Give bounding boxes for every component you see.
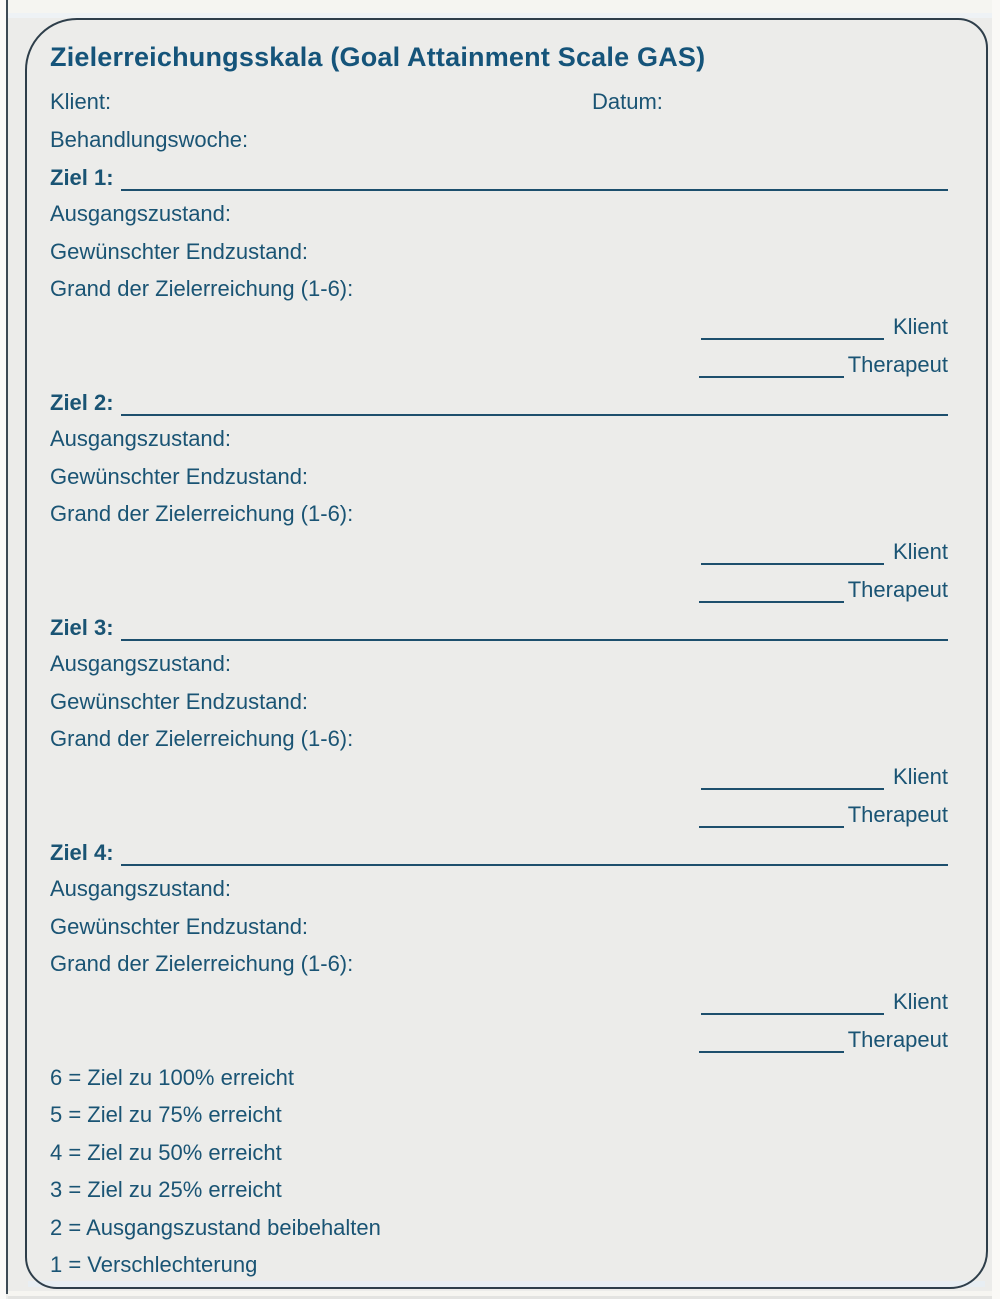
- scan-page-edge-line: [6, 0, 8, 1294]
- client-signature-line: [701, 315, 884, 340]
- desired-end-state-label: Gewünschter Endzustand:: [50, 914, 309, 939]
- scan-edge-top: [8, 0, 992, 13]
- client-signature-row: [50, 540, 948, 565]
- initial-state-label: Ausgangszustand:: [50, 651, 232, 676]
- goal-title-line: [121, 166, 948, 191]
- goal-heading: Ziel 3:: [50, 615, 114, 640]
- goal-attainment-label: Grand der Zielerreichung (1-6):: [50, 276, 354, 301]
- desired-end-state-label: Gewünschter Endzustand:: [50, 464, 309, 489]
- desired-end-state-label: Gewünschter Endzustand:: [50, 239, 309, 264]
- client-date-row: [50, 89, 948, 115]
- initial-state-row: [50, 202, 948, 227]
- initial-state-label: Ausgangszustand:: [50, 876, 232, 901]
- initial-state-row: [50, 427, 948, 452]
- desired-end-state-row: [50, 690, 948, 715]
- initial-state-row: [50, 877, 948, 902]
- initial-state-label: Ausgangszustand:: [50, 201, 232, 226]
- goal-attainment-row: [50, 502, 948, 527]
- goal-heading: Ziel 1:: [50, 165, 114, 190]
- client-signature-row: [50, 990, 948, 1015]
- client-signature-row: [50, 315, 948, 340]
- therapist-signature-row: [50, 578, 948, 603]
- therapist-signature-row: [50, 803, 948, 828]
- goal-section-3: [50, 616, 948, 841]
- desired-end-state-label: Gewünschter Endzustand:: [50, 689, 309, 714]
- therapist-signature-line: [699, 578, 844, 603]
- client-signature-line: [701, 990, 884, 1015]
- form-title: Zielerreichungsskala (Goal Attainment Scale GAS): [50, 42, 706, 72]
- legend-item: 4 = Ziel zu 50% erreicht: [50, 1140, 282, 1165]
- therapist-signature-label: Therapeut: [847, 352, 948, 377]
- client-signature-label: Klient: [892, 314, 948, 339]
- therapist-signature-line: [699, 803, 844, 828]
- goal-title-line: [121, 841, 948, 866]
- therapist-signature-line: [699, 353, 844, 378]
- goal-attainment-label: Grand der Zielerreichung (1-6):: [50, 951, 354, 976]
- therapist-signature-row: [50, 353, 948, 378]
- therapist-signature-line: [699, 1028, 844, 1053]
- goal-attainment-row: [50, 727, 948, 752]
- legend-item: 6 = Ziel zu 100% erreicht: [50, 1065, 294, 1090]
- therapist-signature-label: Therapeut: [847, 802, 948, 827]
- legend-item: 2 = Ausgangszustand beibehalten: [50, 1215, 381, 1240]
- goal-heading-row: [50, 166, 948, 191]
- client-field-label: Klient:: [50, 89, 112, 114]
- goal-heading-row: [50, 841, 948, 866]
- goal-section-1: [50, 166, 948, 391]
- goal-section-4: [50, 841, 948, 1066]
- rating-legend: [50, 1066, 750, 1281]
- therapist-signature-row: [50, 1028, 948, 1053]
- initial-state-row: [50, 652, 948, 677]
- goal-attainment-row: [50, 952, 948, 977]
- goal-heading: Ziel 2:: [50, 390, 114, 415]
- desired-end-state-row: [50, 915, 948, 940]
- client-signature-label: Klient: [892, 539, 948, 564]
- therapist-signature-label: Therapeut: [847, 1027, 948, 1052]
- goal-attainment-label: Grand der Zielerreichung (1-6):: [50, 726, 354, 751]
- legend-item: 1 = Verschlechterung: [50, 1252, 258, 1277]
- client-signature-label: Klient: [892, 764, 948, 789]
- therapist-signature-label: Therapeut: [847, 577, 948, 602]
- goal-title-line: [121, 616, 948, 641]
- client-signature-label: Klient: [892, 989, 948, 1014]
- goal-attainment-label: Grand der Zielerreichung (1-6):: [50, 501, 354, 526]
- client-signature-line: [701, 765, 884, 790]
- goal-attainment-row: [50, 277, 948, 302]
- treatment-week-row: [50, 127, 248, 153]
- goal-heading-row: [50, 391, 948, 416]
- date-field-label: Datum:: [592, 89, 663, 114]
- goal-section-2: [50, 391, 948, 616]
- desired-end-state-row: [50, 465, 948, 490]
- goal-title-line: [121, 391, 948, 416]
- desired-end-state-row: [50, 240, 948, 265]
- treatment-week-label: Behandlungswoche:: [50, 127, 249, 152]
- goal-heading: Ziel 4:: [50, 840, 114, 865]
- legend-item: 3 = Ziel zu 25% erreicht: [50, 1177, 282, 1202]
- scan-edge-right: [992, 0, 1000, 1299]
- client-signature-row: [50, 765, 948, 790]
- goal-heading-row: [50, 616, 948, 641]
- initial-state-label: Ausgangszustand:: [50, 426, 232, 451]
- legend-item: 5 = Ziel zu 75% erreicht: [50, 1102, 282, 1127]
- client-signature-line: [701, 540, 884, 565]
